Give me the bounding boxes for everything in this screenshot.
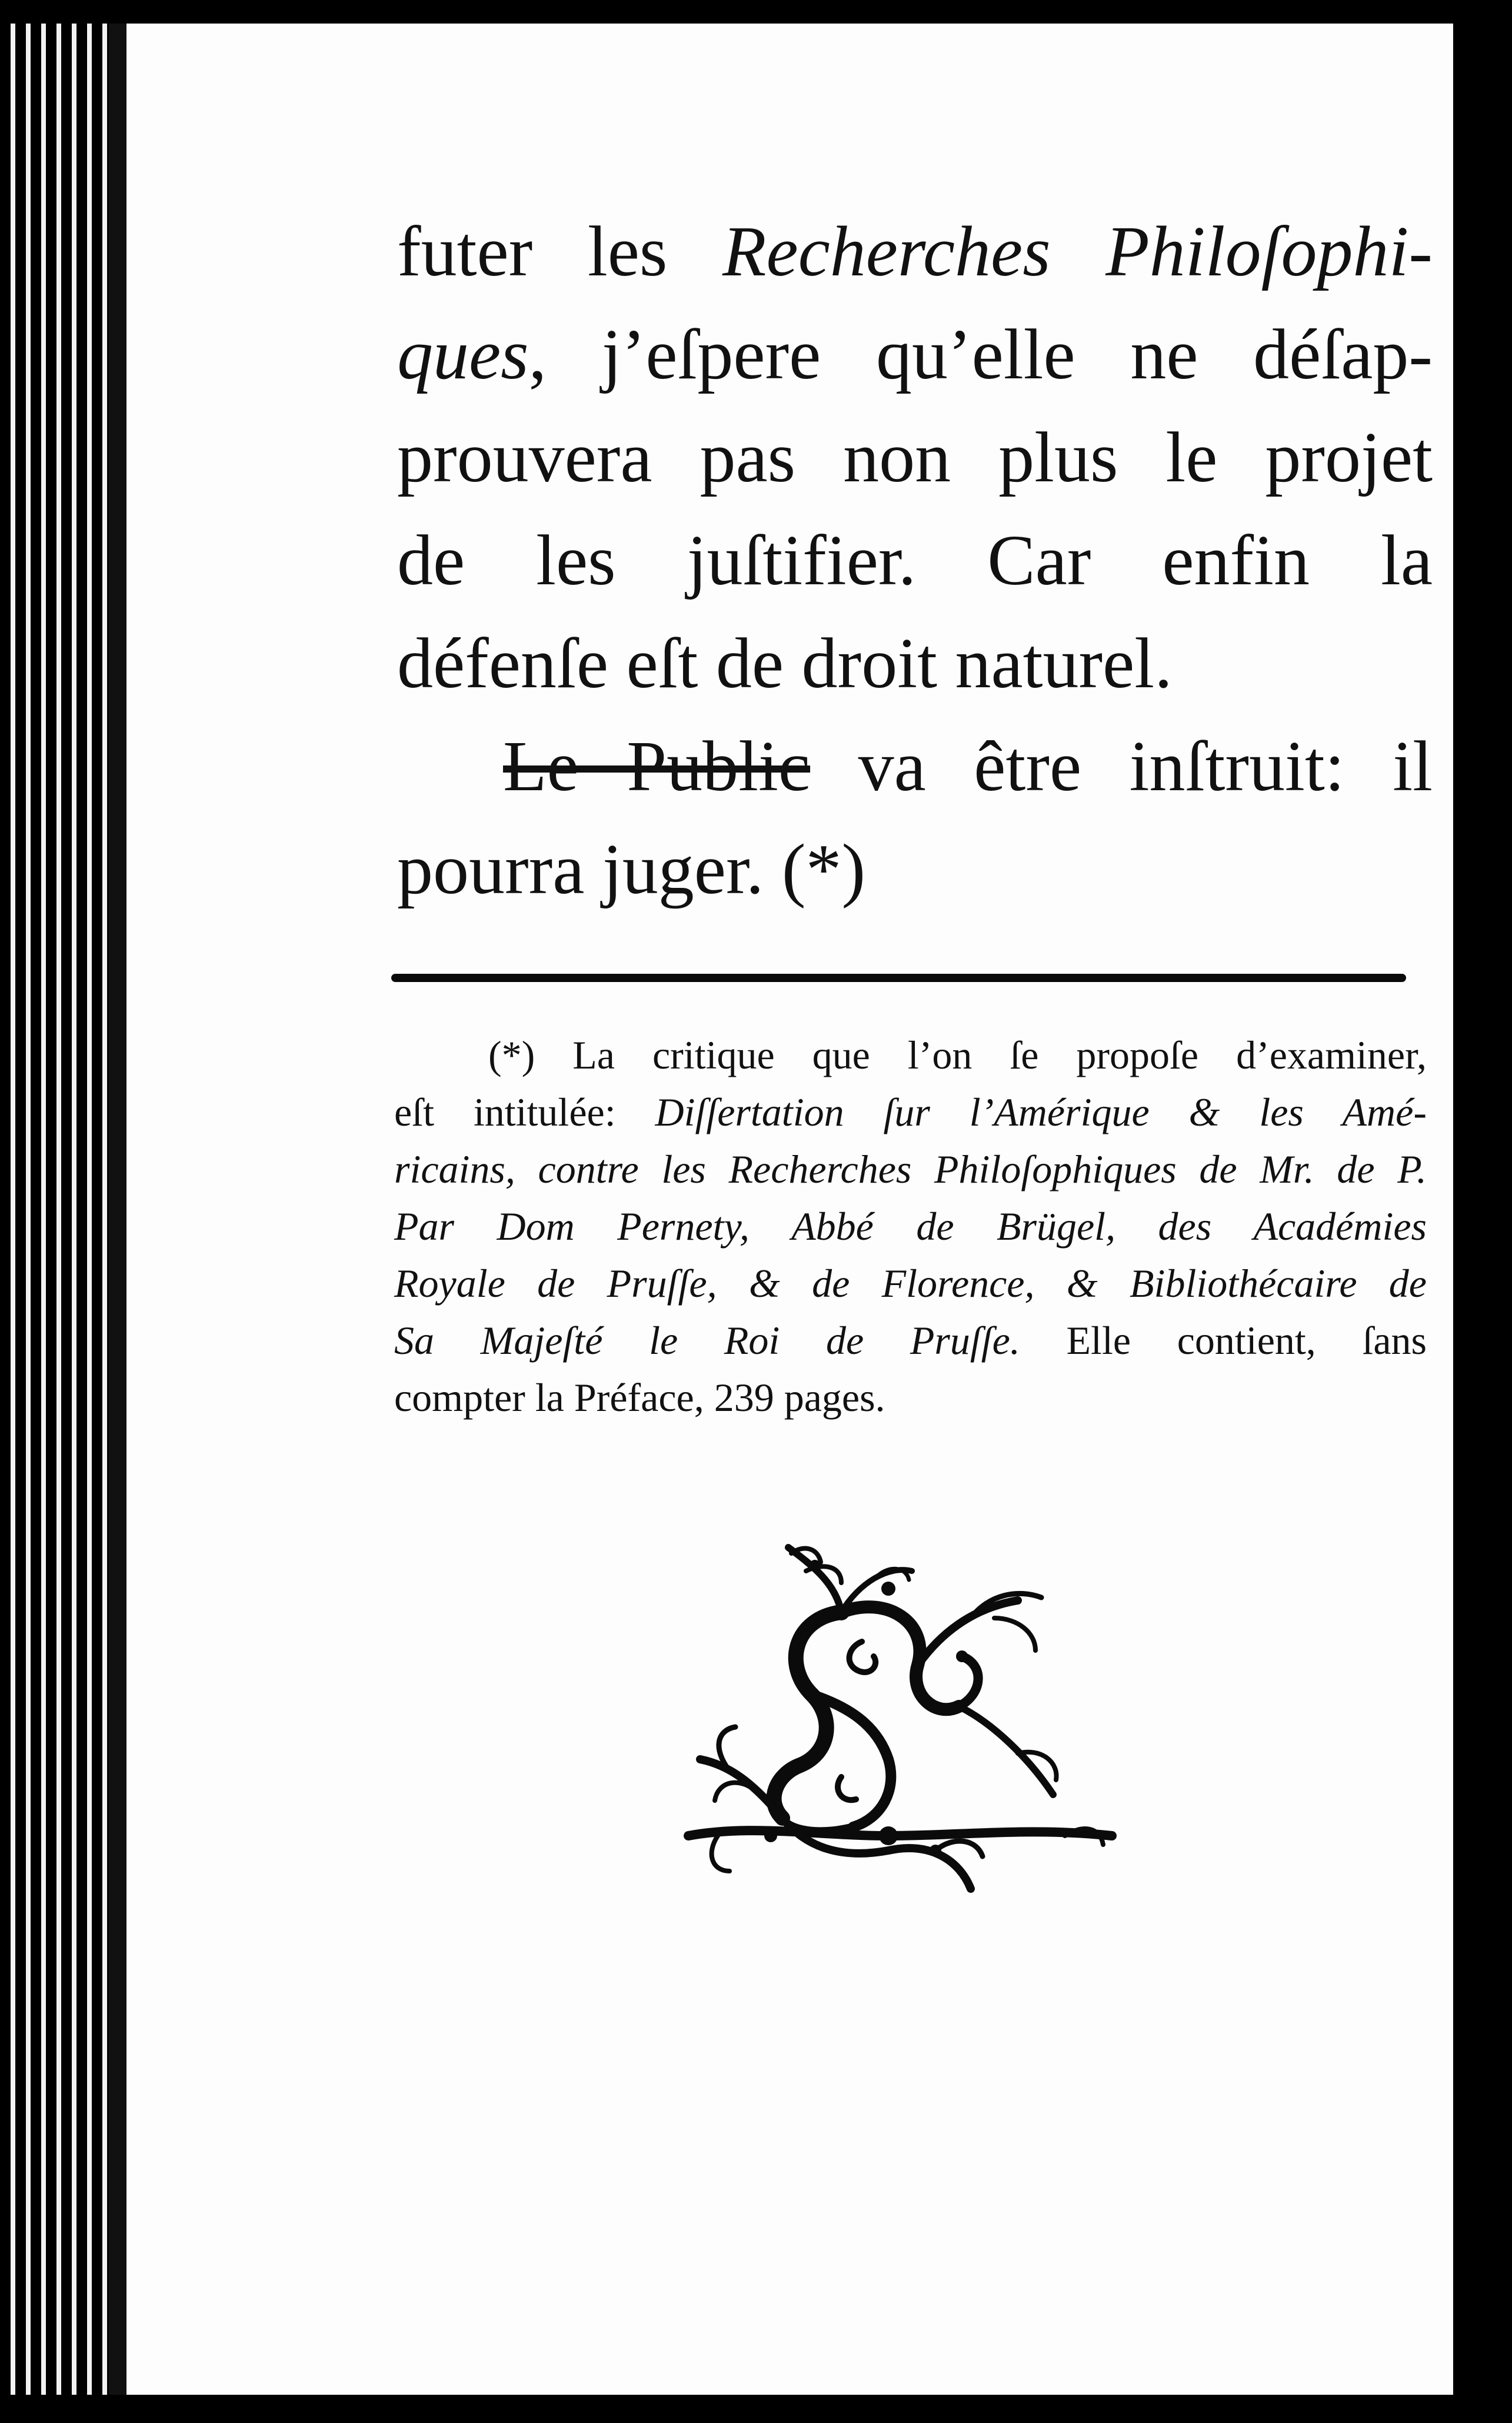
text-line-1-italic: Recherches Philoſophi- bbox=[722, 212, 1433, 291]
footnote-line-2-roman: eſt intitulée: bbox=[394, 1090, 655, 1134]
footnote-line-1: (*) La critique que l’on ſe propoſe d’examiner, bbox=[488, 1033, 1427, 1077]
text-line-4: de les juſtifier. Car enfin la bbox=[397, 521, 1433, 600]
page-edge-top bbox=[0, 0, 1512, 24]
text-line-6-rest: va être inſtruit: il bbox=[810, 727, 1433, 806]
text-line-1-roman: futer les bbox=[397, 212, 722, 291]
text-line-6 bbox=[397, 715, 1433, 818]
footnote-separator-rule bbox=[391, 974, 1406, 982]
text-line-2 bbox=[397, 303, 1433, 406]
text-line-5: défenſe eſt de droit naturel. bbox=[397, 624, 1173, 703]
footnote-line-2-italic: Diſſertation ſur l’Amérique & les Amé- bbox=[655, 1090, 1427, 1134]
footnote-line-7: compter la Préface, 239 pages. bbox=[394, 1375, 885, 1420]
footnote-line-6-italic: Sa Majeſté le Roi de Pruſſe. bbox=[394, 1318, 1020, 1363]
footnote-line-4: Par Dom Pernety, Abbé de Brügel, des Académies bbox=[394, 1204, 1427, 1249]
text-line-3: prouvera pas non plus le projet bbox=[397, 418, 1433, 497]
text-line-1 bbox=[397, 200, 1433, 303]
page-edge-right bbox=[1453, 0, 1512, 2423]
rococo-cartouche-ornament-icon bbox=[665, 1530, 1135, 1918]
text-line-2-italic: ques bbox=[397, 315, 529, 394]
footnote-line-6-roman: Elle contient, ſans bbox=[1020, 1318, 1427, 1363]
footnote-line-6 bbox=[394, 1312, 1427, 1369]
page-stack-edge-left bbox=[0, 0, 126, 2423]
footnote-line-3: ricains, contre les Recherches Philoſophiques de Mr. de P. bbox=[394, 1147, 1427, 1191]
text-line-2-roman: , j’eſpere qu’elle ne déſap- bbox=[528, 315, 1433, 394]
footnote-line-5: Royale de Pruſſe, & de Florence, & Bibliothécaire de bbox=[394, 1261, 1427, 1306]
main-text bbox=[397, 200, 1433, 921]
footnote-line-2 bbox=[394, 1084, 1427, 1141]
text-line-7: pourra juger. (*) bbox=[397, 830, 866, 909]
text-line-6-struck: Le Public bbox=[503, 727, 811, 806]
page-edge-bottom bbox=[0, 2395, 1512, 2423]
footnote bbox=[394, 1027, 1427, 1426]
